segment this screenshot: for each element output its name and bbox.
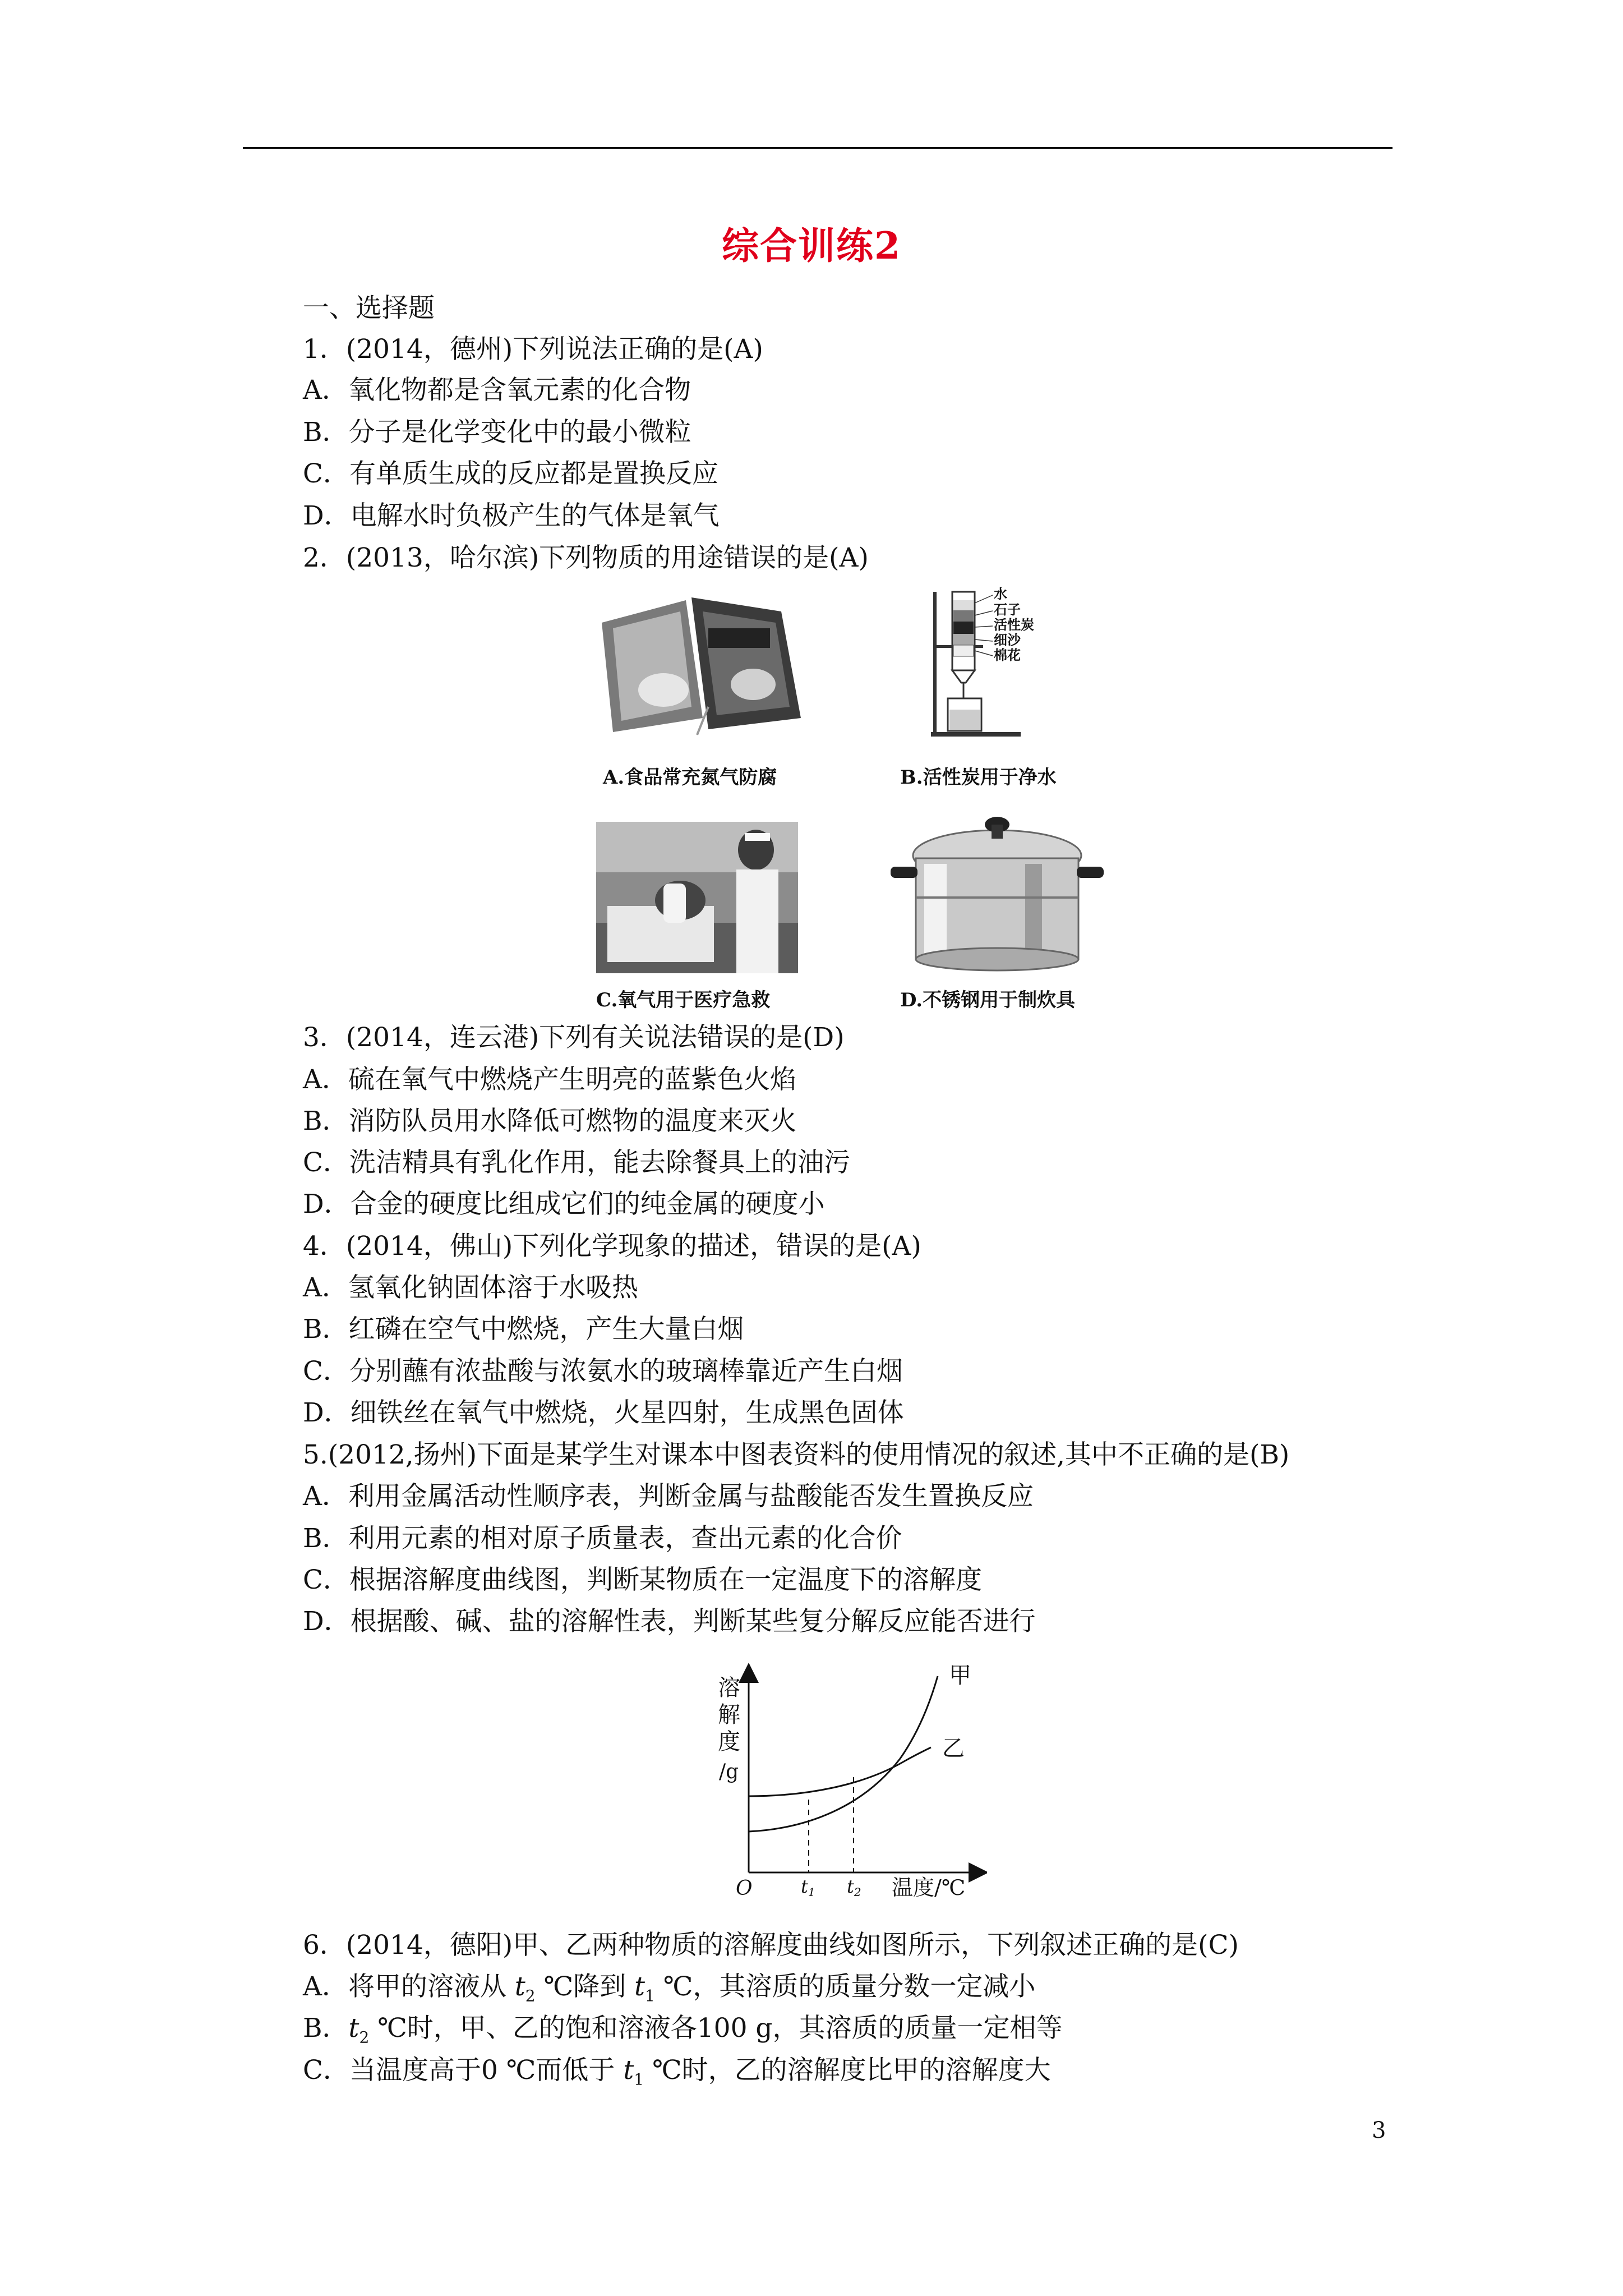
q3-option-b: B．消防队员用水降低可燃物的温度来灭火 bbox=[303, 1106, 797, 1137]
q1-option-c: C．有单质生成的反应都是置换反应 bbox=[303, 458, 718, 489]
section-heading: 一、选择题 bbox=[303, 293, 435, 324]
y-label-unit: /g bbox=[719, 1760, 739, 1783]
q2-caption-c: C.氧气用于医疗急救 bbox=[596, 989, 771, 1011]
filter-label-carbon: 活性炭 bbox=[994, 616, 1034, 633]
x-axis-label: 温度/℃ bbox=[892, 1875, 966, 1900]
q2-caption-d: D.不锈钢用于制炊具 bbox=[900, 989, 1076, 1011]
origin-label: O bbox=[736, 1877, 753, 1900]
filter-apparatus-diagram bbox=[920, 586, 1066, 740]
q5-option-c: C．根据溶解度曲线图，判断某物质在一定温度下的溶解度 bbox=[303, 1565, 982, 1595]
q2-caption-b: B.活性炭用于净水 bbox=[900, 766, 1057, 789]
q2-stem: 2．(2013，哈尔滨)下列物质的用途错误的是(A) bbox=[303, 542, 869, 573]
q5-stem: 5.(2012,扬州)下面是某学生对课本中图表资料的使用情况的叙述,其中不正确的是(B) bbox=[303, 1439, 1290, 1470]
y-label-char-1: 溶 bbox=[718, 1675, 740, 1701]
t1-label: t1 bbox=[801, 1876, 815, 1899]
filter-label-water: 水 bbox=[994, 586, 1007, 602]
q3-option-c: C．洗洁精具有乳化作用，能去除餐具上的油污 bbox=[303, 1147, 850, 1178]
series-label-yi: 乙 bbox=[942, 1736, 965, 1761]
q2-caption-a: A.食品常充氮气防腐 bbox=[603, 766, 777, 789]
stainless-pot-photo bbox=[885, 802, 1109, 973]
filter-label-stones: 石子 bbox=[994, 601, 1021, 618]
nurse-oxygen-photo bbox=[596, 822, 798, 973]
page-number: 3 bbox=[1372, 2118, 1386, 2143]
q3-option-a: A．硫在氧气中燃烧产生明亮的蓝紫色火焰 bbox=[303, 1064, 796, 1095]
page-title: 综合训练2 bbox=[722, 224, 901, 268]
q6-option-b: B．$t_2$ ℃时，甲、乙的饱和溶液各100 g，其溶质的质量一定相等 bbox=[303, 2013, 1063, 2047]
header-rule bbox=[243, 147, 1393, 149]
q5-option-b: B．利用元素的相对原子质量表，查出元素的化合价 bbox=[303, 1523, 902, 1554]
solubility-curve-diagram bbox=[695, 1660, 987, 1907]
curve-jia bbox=[749, 1676, 938, 1832]
filter-label-cotton: 棉花 bbox=[994, 647, 1021, 663]
q4-option-d: D．细铁丝在氧气中燃烧，火星四射，生成黑色固体 bbox=[303, 1397, 904, 1428]
y-label-char-2: 解 bbox=[718, 1702, 740, 1728]
snack-bags-photo bbox=[596, 589, 806, 738]
q4-option-b: B．红磷在空气中燃烧，产生大量白烟 bbox=[303, 1314, 744, 1345]
q1-option-b: B．分子是化学变化中的最小微粒 bbox=[303, 417, 691, 448]
q5-option-a: A．利用金属活动性顺序表，判断金属与盐酸能否发生置换反应 bbox=[303, 1481, 1034, 1512]
series-label-jia: 甲 bbox=[949, 1663, 971, 1688]
q1-stem: 1．(2014，德州)下列说法正确的是(A) bbox=[303, 334, 763, 365]
filter-label-sand: 细沙 bbox=[994, 632, 1021, 648]
q6-option-c: C．当温度高于0 ℃而低于 $t_1$ ℃时，乙的溶解度比甲的溶解度大 bbox=[303, 2055, 1051, 2089]
q1-option-a: A．氧化物都是含氧元素的化合物 bbox=[303, 375, 691, 406]
q6-stem: 6．(2014，德阳)甲、乙两种物质的溶解度曲线如图所示，下列叙述正确的是(C) bbox=[303, 1930, 1239, 1961]
q1-option-d: D．电解水时负极产生的气体是氧气 bbox=[303, 500, 720, 531]
q5-option-d: D．根据酸、碱、盐的溶解性表，判断某些复分解反应能否进行 bbox=[303, 1606, 1036, 1637]
q4-option-a: A．氢氧化钠固体溶于水吸热 bbox=[303, 1272, 638, 1303]
q4-option-c: C．分别蘸有浓盐酸与浓氨水的玻璃棒靠近产生白烟 bbox=[303, 1356, 903, 1387]
q4-stem: 4．(2014，佛山)下列化学现象的描述，错误的是(A) bbox=[303, 1231, 921, 1262]
q6-option-a: A．将甲的溶液从 $t_2$ ℃降到 $t_1$ ℃，其溶质的质量分数一定减小 bbox=[303, 1971, 1036, 2005]
q3-option-d: D．合金的硬度比组成它们的纯金属的硬度小 bbox=[303, 1189, 825, 1220]
y-label-char-3: 度 bbox=[718, 1729, 740, 1755]
t2-label: t2 bbox=[847, 1876, 861, 1899]
q3-stem: 3．(2014，连云港)下列有关说法错误的是(D) bbox=[303, 1022, 845, 1053]
